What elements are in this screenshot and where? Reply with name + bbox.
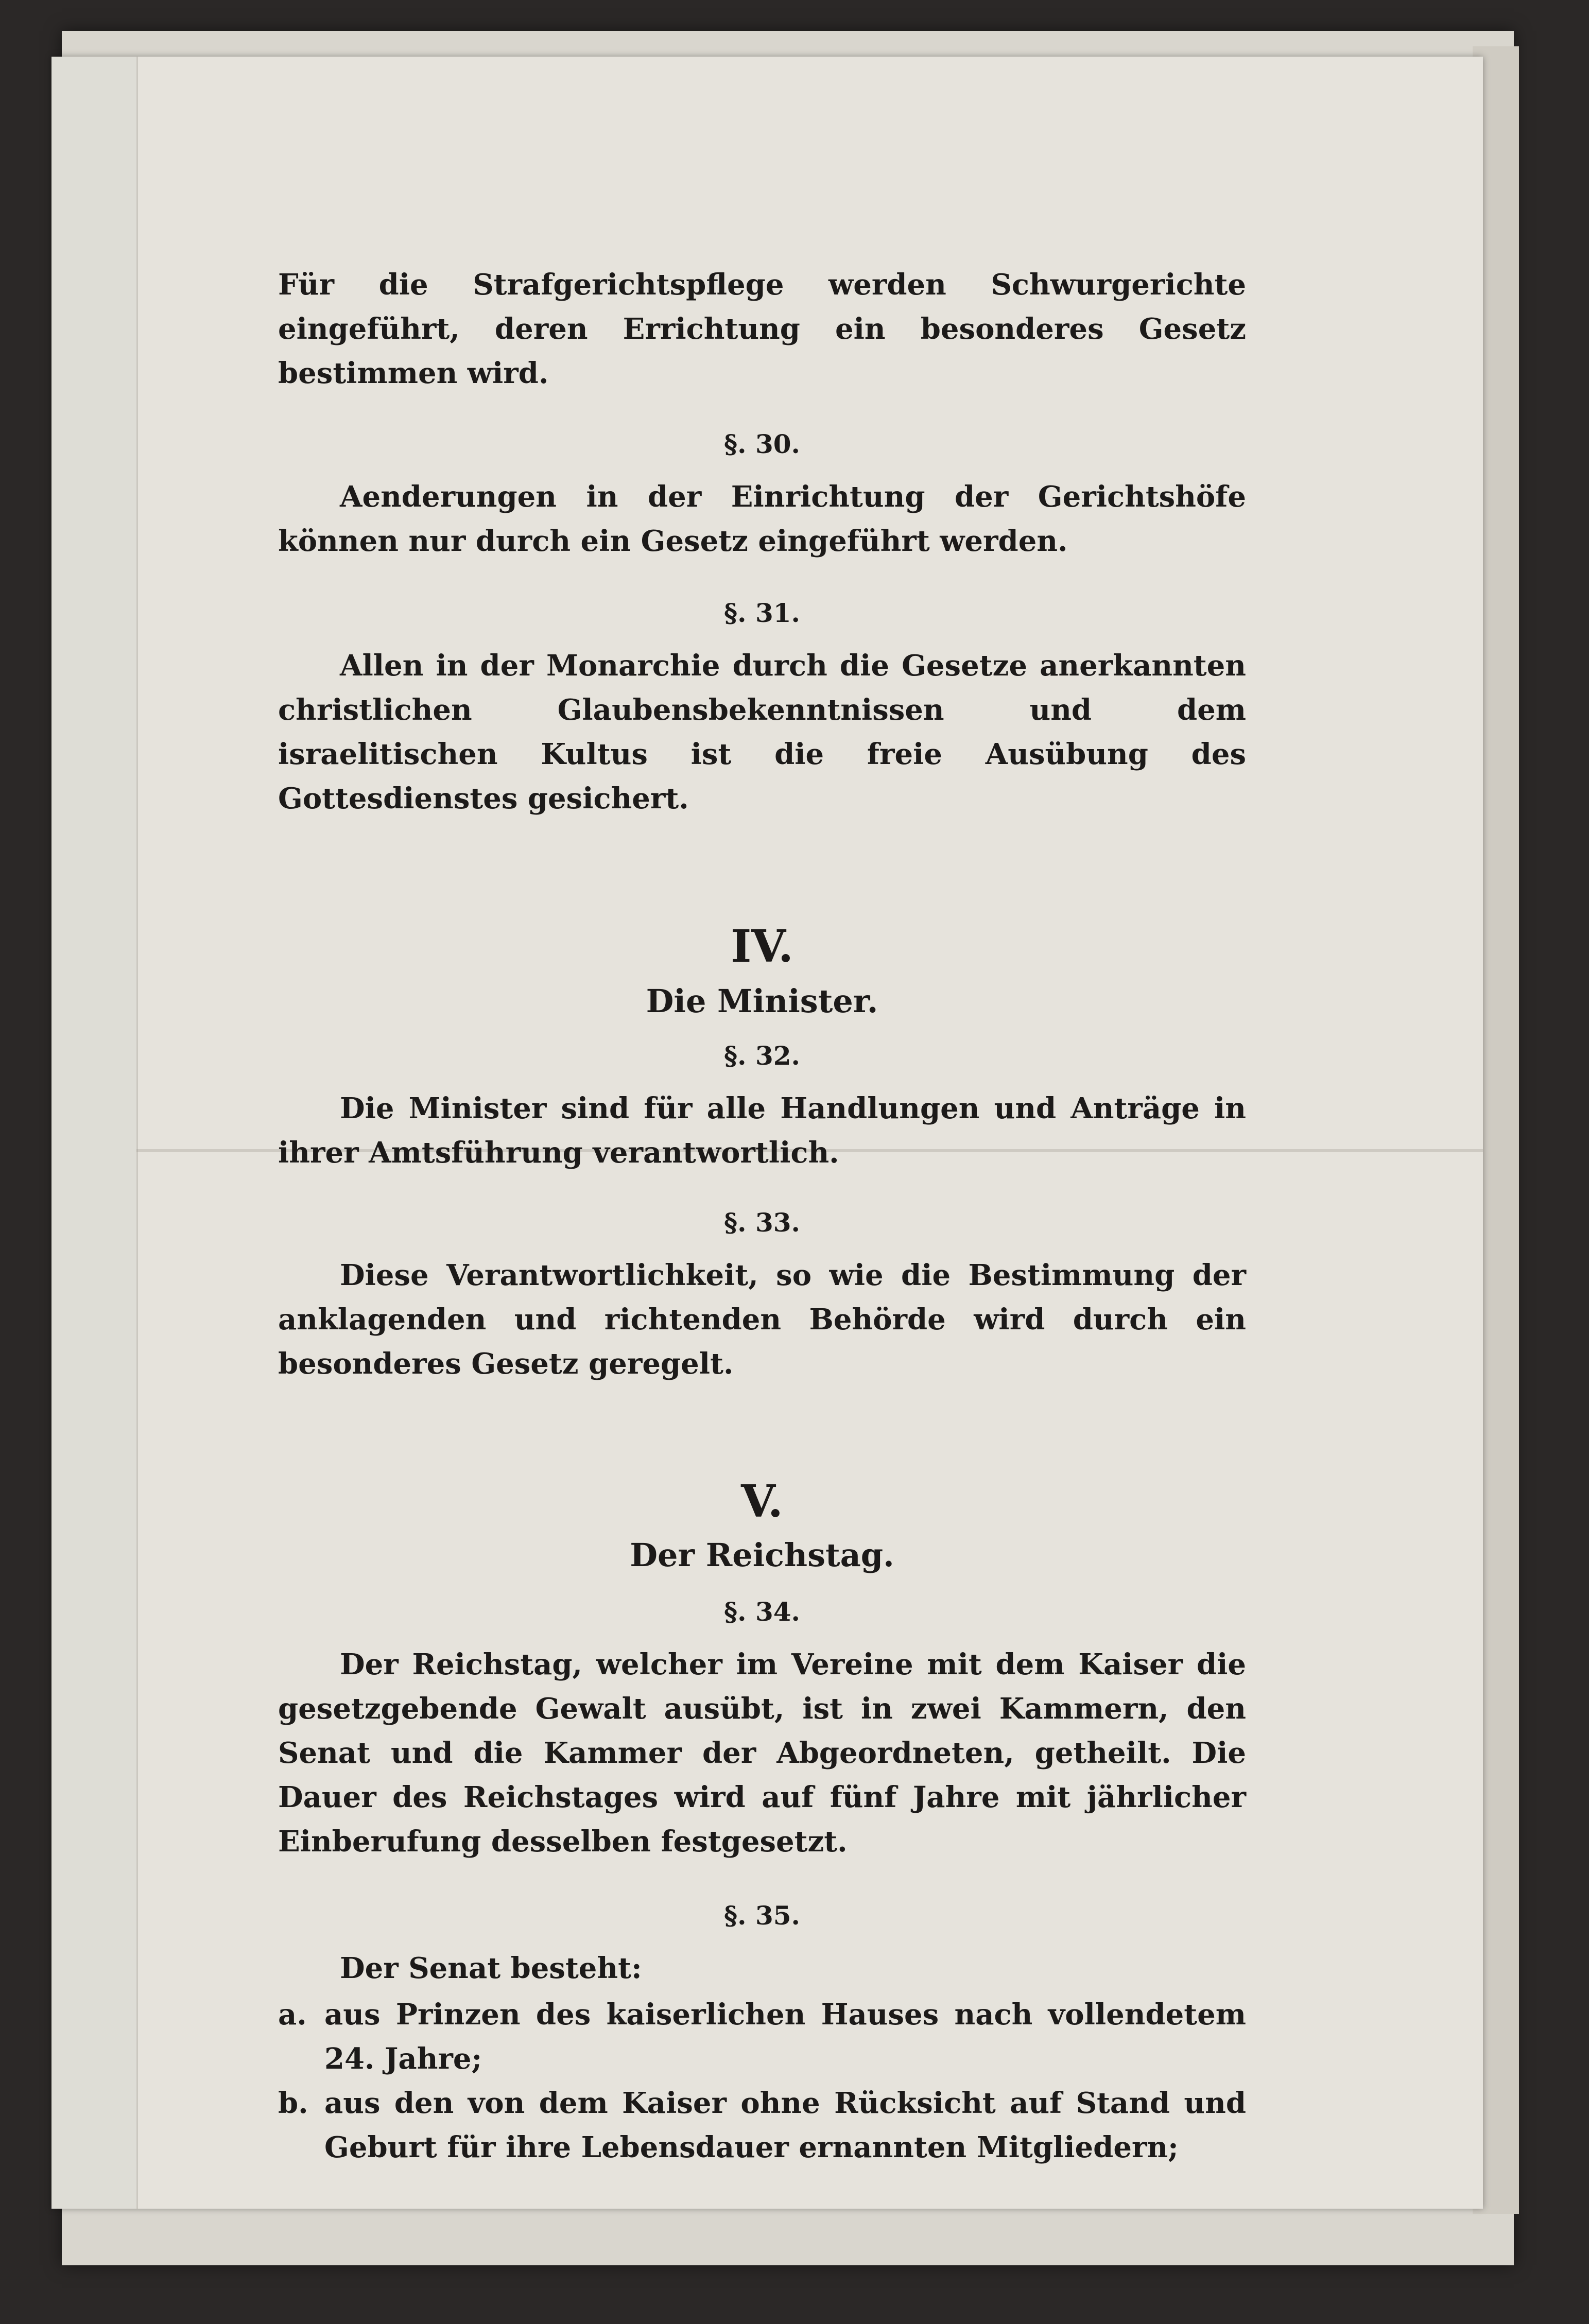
chapter-5-numeral: V. <box>741 1476 783 1528</box>
chapter-4-numeral: IV. <box>731 921 793 973</box>
section-35-label: §. 35. <box>724 1900 800 1931</box>
section-33-text: Diese Verantwortlichkeit, so wie die Bestimmung der anklagenden und richtenden Behörde wird durch ein besonderes Gesetz geregelt. <box>278 1258 1246 1381</box>
page-content <box>278 263 1246 2170</box>
section-32-text: Die Minister sind für alle Handlungen und Anträge in ihrer Amtsführung verantwortlich. <box>278 1091 1246 1170</box>
section-34-text: Der Reichstag, welcher im Vereine mit dem Kaiser die gesetzgebende Gewalt ausübt, ist in zwei Kammern, den Senat und die Kammer der Abgeordneten, getheilt. Die Dauer des Reichstages wird auf fünf Jahre mit jährlicher Einberufung desselben festgesetzt. <box>278 1647 1246 1859</box>
list-item-text: aus Prinzen des kaiserlichen Hauses nach vollendetem 24. Jahre; <box>324 1998 1246 2076</box>
chapter-5-title: Der Reichstag. <box>630 1536 894 1574</box>
section-35-intro: Der Senat besteht: <box>340 1951 642 1985</box>
section-34-label: §. 34. <box>724 1597 800 1627</box>
section-32-label: §. 32. <box>724 1040 800 1071</box>
section-31-text: Allen in der Monarchie durch die Gesetze anerkannten christlichen Glaubensbekenntnissen und dem israelitischen Kultus ist die freie Ausübung des Gottesdienstes gesichert. <box>278 649 1246 816</box>
section-35-item-a <box>278 1992 1246 2081</box>
list-item-marker: b. <box>278 2086 308 2120</box>
section-33-label: §. 33. <box>724 1207 800 1238</box>
section-35-item-b <box>278 2081 1246 2170</box>
page-binding-strip <box>51 57 138 2209</box>
list-item-text: aus den von dem Kaiser ohne Rücksicht auf Stand und Geburt für ihre Lebensdauer ernannten Mitgliedern; <box>324 2086 1246 2164</box>
section-30-label: §. 30. <box>724 429 800 459</box>
paragraph-29-continuation: Für die Strafgerichtspflege werden Schwurgerichte eingeführt, deren Errichtung ein besonderes Gesetz bestimmen wird. <box>278 268 1246 390</box>
list-item-marker: a. <box>278 1998 307 2032</box>
section-31-label: §. 31. <box>724 598 800 628</box>
chapter-4-title: Die Minister. <box>646 982 878 1020</box>
section-30-text: Aenderungen in der Einrichtung der Gerichtshöfe können nur durch ein Gesetz eingeführt werden. <box>278 480 1246 558</box>
